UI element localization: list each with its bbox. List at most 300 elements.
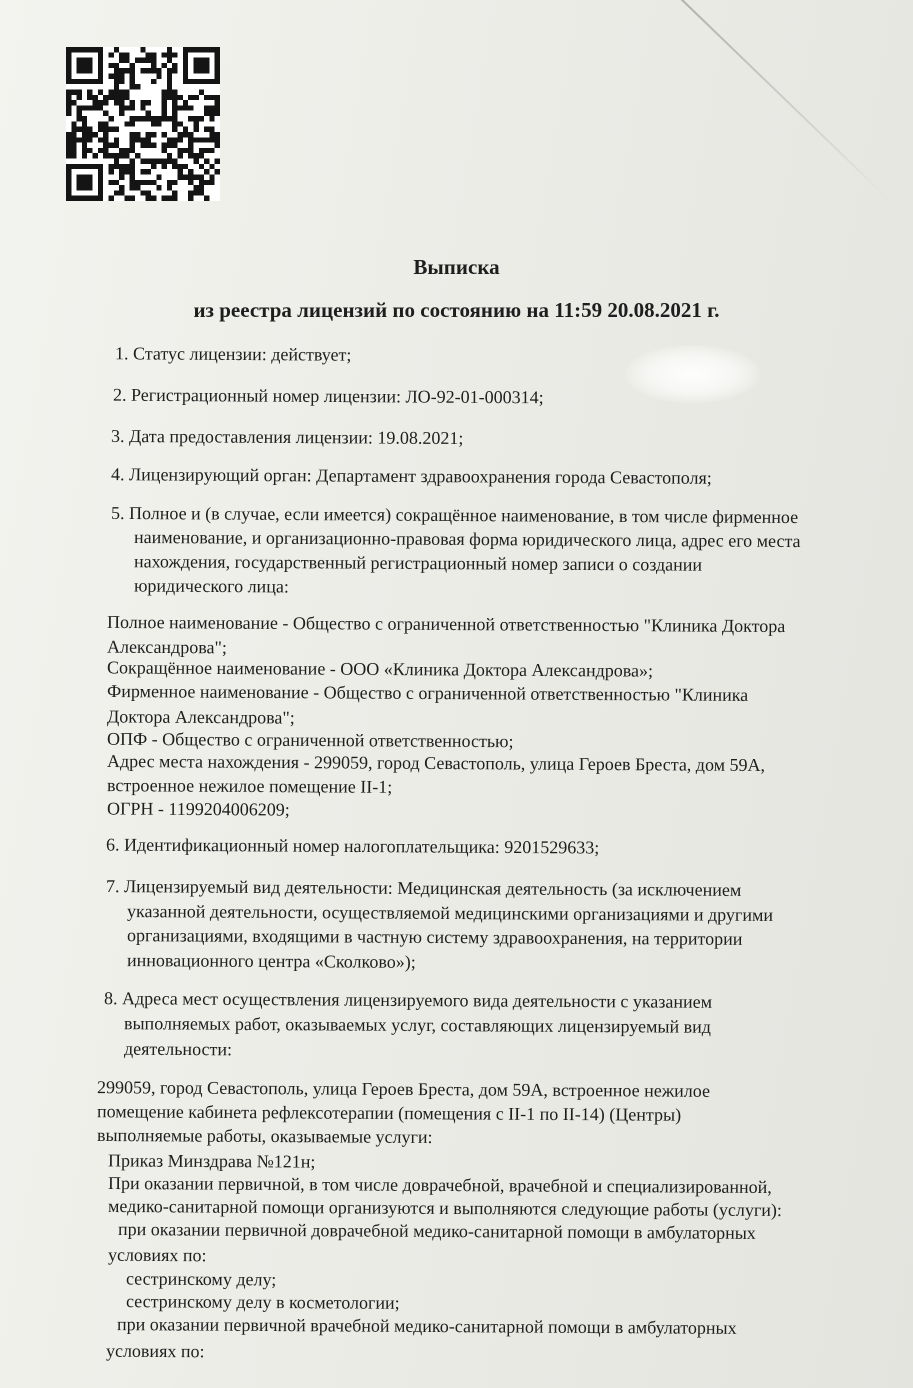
document-subtitle: из реестра лицензий по состоянию на 11:59 20.08.2021 г.	[193, 298, 720, 322]
qr-module	[146, 116, 151, 121]
qr-module	[130, 185, 135, 190]
qr-module	[66, 143, 71, 148]
qr-module	[130, 169, 135, 174]
qr-module	[71, 89, 76, 94]
qr-module	[87, 185, 92, 190]
qr-module	[204, 148, 209, 153]
qr-module	[77, 174, 82, 179]
brand-name-line: Доктора Александрова";	[106, 706, 295, 728]
qr-module	[87, 148, 92, 153]
qr-module	[124, 153, 129, 158]
qr-module	[183, 47, 188, 52]
qr-module	[162, 148, 167, 153]
qr-module	[119, 148, 124, 153]
qr-module	[188, 153, 193, 158]
qr-module	[130, 132, 135, 137]
item-7-line: указанной деятельности, осуществляемой медицинскими организациями и другими	[126, 901, 774, 925]
qr-module	[151, 116, 156, 121]
qr-module	[199, 58, 204, 63]
qr-module	[77, 127, 82, 132]
qr-module	[130, 74, 135, 79]
qr-module	[167, 74, 172, 79]
qr-module	[114, 68, 119, 73]
qr-module	[124, 148, 129, 153]
qr-module	[140, 116, 145, 121]
qr-module	[140, 68, 145, 73]
item-3-date: 3. Дата предоставления лицензии: 19.08.2021;	[110, 425, 464, 449]
place-address-line: помещение кабинета рефлексотерапии (помещения с II-1 по II-14) (Центры)	[96, 1101, 682, 1125]
qr-module	[183, 132, 188, 137]
qr-module	[204, 196, 209, 201]
qr-module	[66, 95, 71, 100]
qr-module	[188, 143, 193, 148]
qr-module	[108, 95, 113, 100]
qr-module	[119, 105, 124, 110]
qr-module	[172, 89, 177, 94]
qr-module	[199, 185, 204, 190]
qr-module	[71, 100, 76, 105]
qr-module	[71, 153, 76, 158]
qr-module	[124, 164, 129, 169]
item-6-inn: 6. Идентификационный номер налогоплательщика: 9201529633;	[105, 834, 600, 858]
qr-module	[66, 174, 71, 179]
qr-module	[98, 68, 103, 73]
item-5-line: наименование, и организационно-правовая форма юридического лица, адрес его места	[133, 526, 801, 552]
qr-module	[151, 159, 156, 164]
qr-module	[183, 148, 188, 153]
qr-module	[193, 79, 198, 84]
qr-module	[178, 164, 183, 169]
qr-module	[209, 111, 214, 116]
qr-module	[193, 137, 198, 142]
qr-module	[71, 164, 76, 169]
qr-module	[103, 100, 108, 105]
qr-module	[130, 68, 135, 73]
qr-module	[71, 132, 76, 137]
qr-module	[178, 137, 183, 142]
qr-module	[124, 169, 129, 174]
qr-module	[77, 196, 82, 201]
qr-module	[66, 180, 71, 185]
qr-module	[119, 169, 124, 174]
qr-module	[108, 169, 113, 174]
qr-module	[140, 105, 145, 110]
qr-module	[135, 84, 140, 89]
qr-module	[209, 180, 214, 185]
qr-module	[156, 68, 161, 73]
qr-module	[146, 169, 151, 174]
qr-module	[204, 68, 209, 73]
services-line: условиях по:	[107, 1244, 207, 1266]
qr-module	[167, 47, 172, 52]
qr-module	[77, 68, 82, 73]
qr-module	[167, 180, 172, 185]
order-line: Приказ Минздрава №121н;	[107, 1150, 316, 1172]
qr-module	[151, 58, 156, 63]
qr-module	[114, 143, 119, 148]
opf-line: ОПФ - Общество с ограниченной ответственностью;	[106, 728, 514, 752]
qr-module	[93, 95, 98, 100]
qr-module	[71, 143, 76, 148]
qr-module	[172, 127, 177, 132]
document-title: Выписка	[413, 255, 500, 279]
qr-module	[103, 111, 108, 116]
qr-module	[82, 47, 87, 52]
qr-module	[183, 79, 188, 84]
qr-module	[82, 143, 87, 148]
qr-module	[108, 143, 113, 148]
place-address-line: 299059, город Севастополь, улица Героев Бреста, дом 59А, встроенное нежилое	[96, 1077, 711, 1101]
qr-module	[188, 148, 193, 153]
qr-module	[199, 148, 204, 153]
qr-module	[114, 47, 119, 52]
qr-module	[98, 180, 103, 185]
qr-module	[119, 174, 124, 179]
qr-module	[183, 100, 188, 105]
qr-module	[108, 196, 113, 201]
qr-module	[172, 52, 177, 57]
qr-module	[215, 143, 220, 148]
qr-module	[204, 105, 209, 110]
qr-module	[162, 95, 167, 100]
qr-module	[98, 105, 103, 110]
qr-module	[199, 79, 204, 84]
services-line: условиях по:	[105, 1340, 205, 1362]
qr-module	[87, 95, 92, 100]
item-8-line: 8. Адреса мест осуществления лицензируемого вида деятельности с указанием	[103, 988, 713, 1012]
qr-module	[93, 47, 98, 52]
qr-module	[119, 153, 124, 158]
qr-module	[82, 185, 87, 190]
qr-module	[66, 68, 71, 73]
qr-module	[188, 196, 193, 201]
qr-module	[103, 132, 108, 137]
qr-module	[103, 95, 108, 100]
item-7-line: 7. Лицензируемый вид деятельности: Медицинская деятельность (за исключением	[105, 876, 742, 900]
qr-module	[162, 52, 167, 57]
qr-module	[204, 111, 209, 116]
qr-module	[98, 47, 103, 52]
qr-module	[130, 100, 135, 105]
qr-module	[71, 148, 76, 153]
qr-module	[135, 58, 140, 63]
qr-module	[87, 89, 92, 94]
item-8-line: выполняемых работ, оказываемых услуг, составляющих лицензируемый вид	[123, 1013, 712, 1037]
qr-module	[82, 116, 87, 121]
qr-module	[82, 148, 87, 153]
qr-module	[77, 95, 82, 100]
qr-module	[156, 116, 161, 121]
qr-module	[124, 95, 129, 100]
qr-module	[199, 63, 204, 68]
qr-module	[82, 127, 87, 132]
qr-module	[66, 169, 71, 174]
qr-module	[172, 159, 177, 164]
qr-module	[188, 47, 193, 52]
qr-module	[130, 159, 135, 164]
qr-module	[193, 116, 198, 121]
qr-module	[98, 137, 103, 142]
qr-module	[87, 127, 92, 132]
qr-module	[77, 58, 82, 63]
qr-module	[77, 111, 82, 116]
qr-module	[146, 100, 151, 105]
qr-module	[167, 185, 172, 190]
qr-module	[209, 148, 214, 153]
qr-module	[135, 153, 140, 158]
qr-module	[119, 58, 124, 63]
qr-module	[130, 196, 135, 201]
item-5-line: нахождения, государственный регистрационный номер записи о создании	[133, 551, 703, 575]
qr-module	[82, 68, 87, 73]
qr-module	[114, 127, 119, 132]
services-line: при оказании первичной врачебной медико-санитарной помощи в амбулаторных	[116, 1314, 737, 1338]
qr-module	[151, 143, 156, 148]
address-line: встроенное нежилое помещение II-1;	[106, 775, 393, 797]
qr-module	[66, 132, 71, 137]
qr-module	[98, 190, 103, 195]
qr-module	[146, 58, 151, 63]
qr-module	[140, 58, 145, 63]
qr-module	[114, 180, 119, 185]
qr-module	[156, 185, 161, 190]
qr-module	[209, 174, 214, 179]
item-4-authority: 4. Лицензирующий орган: Департамент здравоохранения города Севастополя;	[110, 464, 712, 488]
qr-module	[114, 137, 119, 142]
qr-module	[66, 89, 71, 94]
qr-module	[66, 100, 71, 105]
qr-module	[215, 132, 220, 137]
qr-module	[162, 164, 167, 169]
qr-module	[204, 63, 209, 68]
qr-module	[215, 169, 220, 174]
qr-module	[66, 74, 71, 79]
place-address-line: выполняемые работы, оказываемые услуги:	[96, 1124, 433, 1148]
qr-module	[82, 180, 87, 185]
qr-module	[82, 105, 87, 110]
qr-module	[103, 148, 108, 153]
qr-module	[124, 105, 129, 110]
qr-module	[130, 116, 135, 121]
qr-module	[130, 63, 135, 68]
qr-module	[209, 132, 214, 137]
qr-module	[215, 105, 220, 110]
qr-module	[204, 137, 209, 142]
service-item: сестринскому делу;	[125, 1268, 277, 1290]
qr-module	[103, 143, 108, 148]
qr-module	[98, 74, 103, 79]
qr-module	[66, 63, 71, 68]
qr-module	[93, 100, 98, 105]
ogrn-line: ОГРН - 1199204006209;	[106, 798, 290, 820]
qr-module	[199, 180, 204, 185]
qr-module	[172, 190, 177, 195]
qr-module	[87, 63, 92, 68]
short-name-line: Сокращённое наименование - ООО «Клиника Доктора Александрова»;	[106, 657, 654, 681]
full-name-line: Полное наименование - Общество с ограниченной ответственностью "Клиника Доктора	[106, 611, 786, 637]
qr-module	[77, 164, 82, 169]
qr-module	[204, 95, 209, 100]
qr-module	[215, 111, 220, 116]
qr-module	[103, 153, 108, 158]
qr-module	[204, 47, 209, 52]
qr-module	[199, 164, 204, 169]
qr-module	[66, 196, 71, 201]
qr-module	[130, 84, 135, 89]
qr-module	[183, 63, 188, 68]
qr-module	[204, 180, 209, 185]
qr-module	[66, 105, 71, 110]
qr-module	[130, 105, 135, 110]
qr-module	[66, 153, 71, 158]
qr-module	[215, 79, 220, 84]
qr-module	[119, 190, 124, 195]
qr-module	[162, 159, 167, 164]
qr-module	[172, 68, 177, 73]
qr-module	[204, 127, 209, 132]
qr-module	[151, 63, 156, 68]
qr-module	[98, 89, 103, 94]
qr-module	[167, 95, 172, 100]
qr-module	[215, 137, 220, 142]
qr-module	[114, 153, 119, 158]
qr-module	[124, 196, 129, 201]
qr-module	[119, 185, 124, 190]
qr-module	[167, 159, 172, 164]
qr-module	[172, 95, 177, 100]
qr-module	[215, 95, 220, 100]
qr-module	[178, 153, 183, 158]
qr-module	[103, 127, 108, 132]
item-7-line: инновационного центра «Сколково»);	[126, 950, 416, 972]
qr-module	[188, 116, 193, 121]
qr-module	[98, 174, 103, 179]
qr-module	[108, 153, 113, 158]
qr-module	[167, 116, 172, 121]
qr-module	[77, 116, 82, 121]
qr-module	[193, 68, 198, 73]
qr-module	[193, 47, 198, 52]
qr-module	[140, 137, 145, 142]
qr-module	[66, 52, 71, 57]
qr-module	[178, 105, 183, 110]
qr-module	[188, 95, 193, 100]
qr-module	[71, 79, 76, 84]
qr-module	[140, 190, 145, 195]
item-8-line: деятельности:	[123, 1038, 233, 1060]
qr-module	[108, 180, 113, 185]
qr-module	[193, 95, 198, 100]
qr-module	[146, 143, 151, 148]
qr-module	[87, 196, 92, 201]
qr-module	[188, 137, 193, 142]
qr-module	[77, 105, 82, 110]
qr-module	[215, 52, 220, 57]
qr-module	[167, 68, 172, 73]
qr-module	[188, 190, 193, 195]
qr-module	[172, 105, 177, 110]
qr-module	[146, 159, 151, 164]
qr-module	[151, 132, 156, 137]
qr-module	[172, 164, 177, 169]
qr-module	[93, 196, 98, 201]
qr-module	[108, 89, 113, 94]
qr-module	[114, 190, 119, 195]
qr-module	[215, 58, 220, 63]
qr-module	[215, 159, 220, 164]
qr-module	[130, 174, 135, 179]
address-line: Адрес места нахождения - 299059, город Севастополь, улица Героев Бреста, дом 59А,	[106, 750, 766, 776]
qr-module	[151, 68, 156, 73]
qr-module	[114, 84, 119, 89]
qr-module	[114, 63, 119, 68]
qr-module	[172, 111, 177, 116]
qr-module	[199, 47, 204, 52]
qr-module	[108, 52, 113, 57]
qr-module	[130, 79, 135, 84]
qr-module	[204, 58, 209, 63]
qr-module	[135, 185, 140, 190]
qr-module	[98, 121, 103, 126]
qr-module	[77, 137, 82, 142]
qr-module	[146, 137, 151, 142]
qr-module	[183, 58, 188, 63]
qr-module	[119, 74, 124, 79]
qr-module	[172, 63, 177, 68]
qr-module	[108, 74, 113, 79]
qr-module	[146, 52, 151, 57]
qr-module	[108, 63, 113, 68]
qr-module	[178, 148, 183, 153]
qr-module	[119, 68, 124, 73]
qr-module	[82, 63, 87, 68]
qr-module	[199, 116, 204, 121]
qr-module	[71, 127, 76, 132]
qr-module	[146, 111, 151, 116]
qr-module	[71, 47, 76, 52]
qr-module	[162, 100, 167, 105]
qr-module	[178, 95, 183, 100]
qr-module	[66, 58, 71, 63]
qr-module	[66, 190, 71, 195]
qr-module	[193, 153, 198, 158]
qr-module	[87, 174, 92, 179]
full-name-line: Александрова";	[106, 636, 227, 658]
qr-module	[66, 111, 71, 116]
qr-module	[188, 105, 193, 110]
qr-module	[103, 137, 108, 142]
qr-module	[98, 52, 103, 57]
qr-module	[82, 153, 87, 158]
qr-module	[156, 74, 161, 79]
qr-module	[215, 68, 220, 73]
qr-module	[215, 63, 220, 68]
qr-module	[66, 79, 71, 84]
qr-module	[119, 95, 124, 100]
qr-module	[135, 137, 140, 142]
qr-module	[215, 100, 220, 105]
qr-module	[130, 164, 135, 169]
qr-module	[193, 174, 198, 179]
item-7-line: организациями, входящими в частную систему здравоохранения, на территории	[126, 925, 743, 949]
qr-module	[119, 111, 124, 116]
qr-module	[151, 79, 156, 84]
qr-module	[130, 143, 135, 148]
qr-module	[188, 132, 193, 137]
qr-module	[193, 185, 198, 190]
qr-module	[124, 121, 129, 126]
qr-module	[114, 79, 119, 84]
